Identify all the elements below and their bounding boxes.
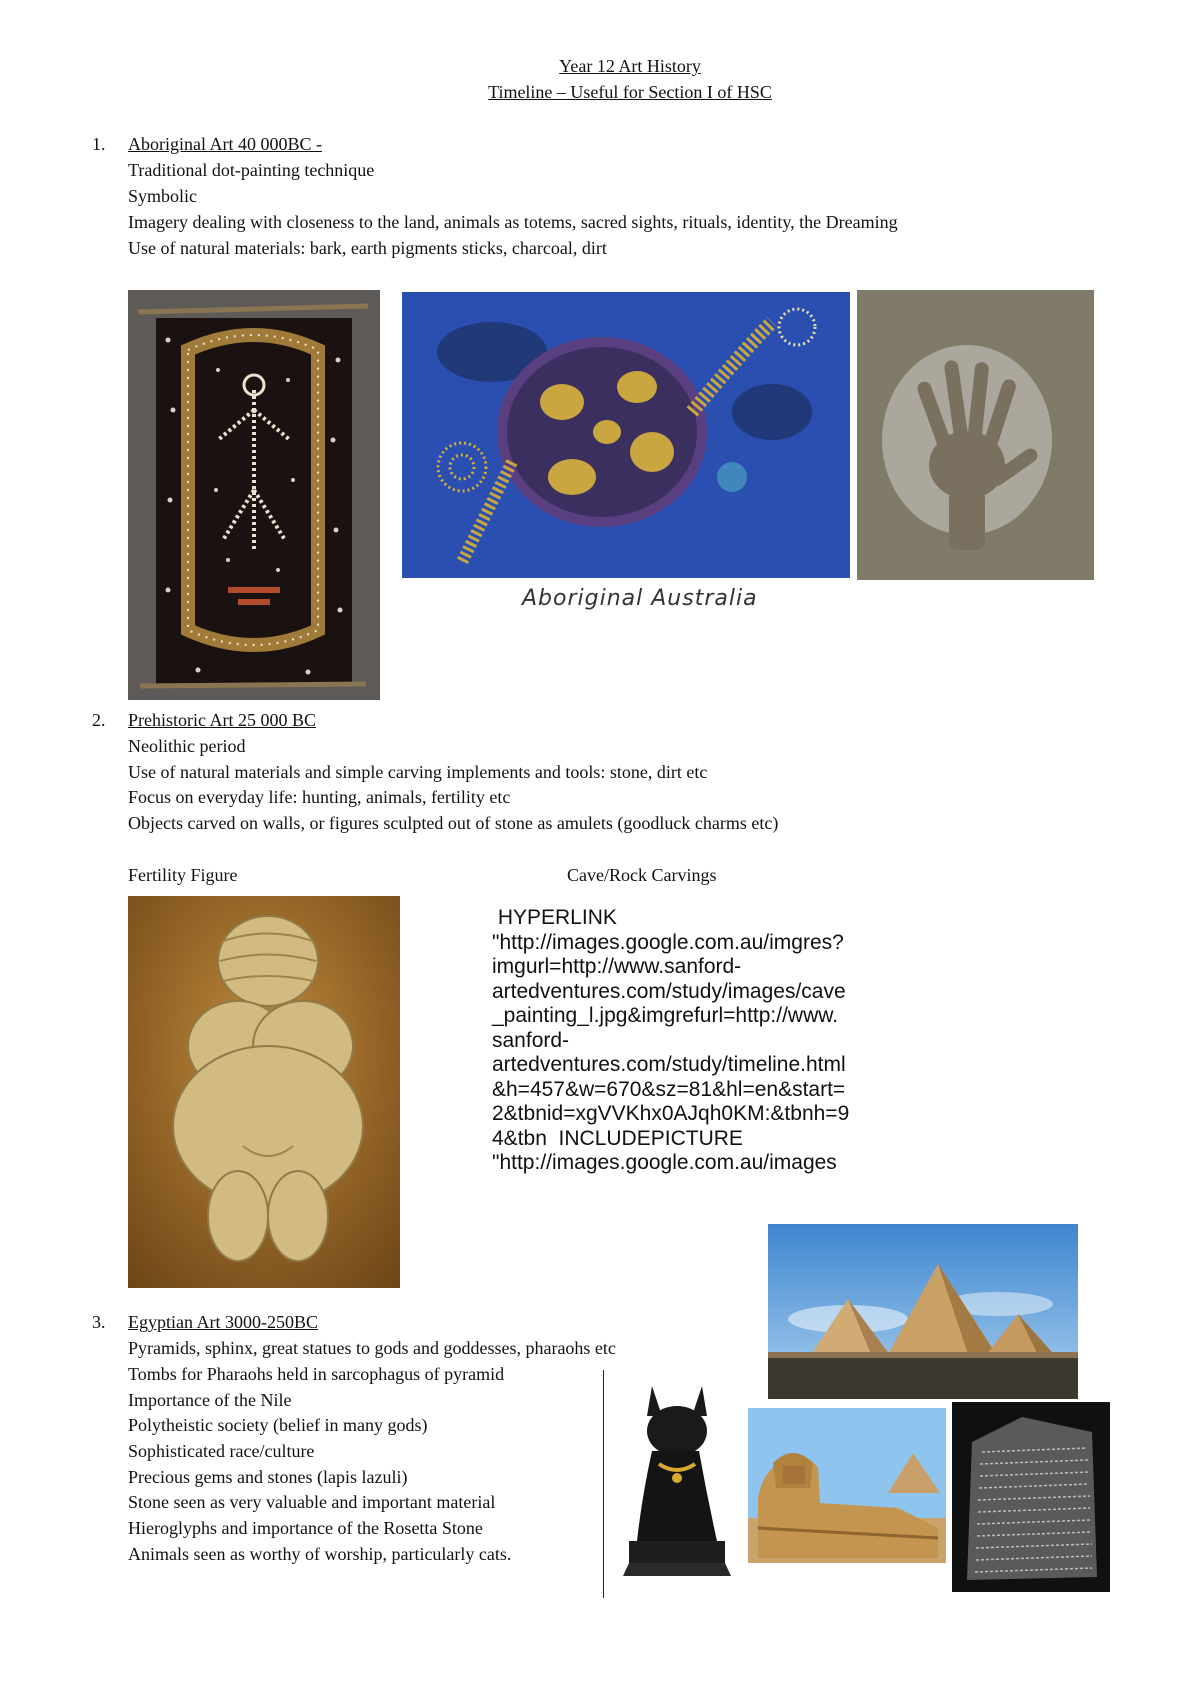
- text-line: Use of natural materials and simple carving implements and tools: stone, dirt etc: [128, 762, 708, 782]
- text-line: Objects carved on walls, or figures sculpted out of stone as amulets (goodluck charms etc): [128, 813, 779, 833]
- section-heading-egyptian: Egyptian Art 3000-250BC: [128, 1312, 318, 1332]
- hyperlink-line: imgurl=http://www.sanford-: [492, 955, 742, 978]
- section-number-1: 1.: [92, 134, 106, 154]
- text-line: Neolithic period: [128, 736, 246, 756]
- hand-stencil-rock-art-image: [857, 290, 1094, 580]
- text-line: Polytheistic society (belief in many gods): [128, 1415, 428, 1435]
- section-number-3: 3.: [92, 1312, 106, 1332]
- pyramids-of-giza-image: [768, 1224, 1078, 1399]
- section-heading-aboriginal: Aboriginal Art 40 000BC -: [128, 134, 322, 154]
- text-line: Imagery dealing with closeness to the land, animals as totems, sacred sights, rituals, identity, the Dreaming: [128, 212, 898, 232]
- rosetta-stone-image: [952, 1402, 1110, 1592]
- hyperlink-line: sanford-: [492, 1028, 570, 1052]
- fertility-figure-image: [128, 896, 400, 1288]
- great-sphinx-image: [748, 1408, 946, 1563]
- text-line: Sophisticated race/culture: [128, 1441, 315, 1461]
- text-line: Tombs for Pharaohs held in sarcophagus of pyramid: [128, 1364, 505, 1384]
- text-line: Pyramids, sphinx, great statues to gods and goddesses, pharaohs etc: [128, 1338, 616, 1358]
- hyperlink-line: "http://images.google.com.au/imgres?: [492, 930, 844, 954]
- section-heading-prehistoric: Prehistoric Art 25 000 BC: [128, 710, 316, 730]
- fertility-figure-caption: Fertility Figure: [128, 865, 238, 885]
- text-line: Importance of the Nile: [128, 1390, 292, 1410]
- text-line: Stone seen as very valuable and important material: [128, 1492, 496, 1512]
- hyperlink-line: HYPERLINK: [492, 906, 617, 929]
- page-title: Year 12 Art History: [559, 56, 701, 76]
- aboriginal-turtle-dot-painting-image: [402, 292, 850, 578]
- text-line: Precious gems and stones (lapis lazuli): [128, 1467, 408, 1487]
- hyperlink-line: 4&tbn INCLUDEPICTURE: [492, 1126, 743, 1150]
- hyperlink-line: "http://images.google.com.au/images: [492, 1151, 837, 1174]
- text-line: Hieroglyphs and importance of the Rosetta Stone: [128, 1518, 483, 1538]
- aboriginal-australia-caption: Aboriginal Australia: [522, 586, 758, 611]
- vertical-divider: [603, 1370, 604, 1598]
- hyperlink-line: &h=457&w=670&sz=81&hl=en&start=: [492, 1077, 846, 1101]
- hyperlink-field-text[interactable]: [492, 906, 922, 1176]
- text-line: Focus on everyday life: hunting, animals, fertility etc: [128, 787, 511, 807]
- hyperlink-line: 2&tbnid=xgVVKhx0AJqh0KM:&tbnh=9: [492, 1102, 850, 1125]
- hyperlink-line: _painting_l.jpg&imgrefurl=http://www.: [492, 1004, 839, 1027]
- cave-rock-carvings-caption: Cave/Rock Carvings: [567, 865, 717, 885]
- text-line: Traditional dot-painting technique: [128, 160, 375, 180]
- text-line: Symbolic: [128, 186, 198, 206]
- text-line: Use of natural materials: bark, earth pigments sticks, charcoal, dirt: [128, 238, 607, 258]
- text-line: Animals seen as worthy of worship, particularly cats.: [128, 1544, 512, 1564]
- hyperlink-line: artedventures.com/study/images/cave: [492, 979, 846, 1003]
- egyptian-cat-statue-image: [607, 1376, 747, 1590]
- section-number-2: 2.: [92, 710, 106, 730]
- aboriginal-bark-painting-image: [128, 290, 380, 700]
- page-subtitle: Timeline – Useful for Section I of HSC: [488, 82, 772, 102]
- hyperlink-line: artedventures.com/study/timeline.html: [492, 1053, 846, 1076]
